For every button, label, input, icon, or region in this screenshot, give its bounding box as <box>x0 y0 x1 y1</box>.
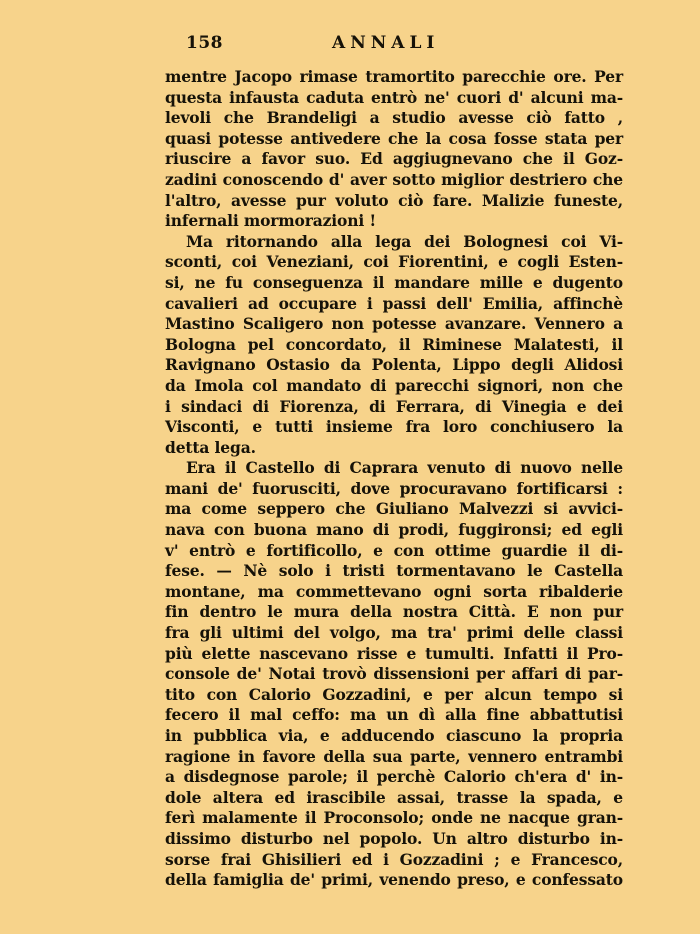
text-line: da Imola col mandato di parecchi signori, non che <box>165 375 623 395</box>
text-line: i sindaci di Fiorenza, di Ferrara, di Vinegia e dei <box>165 396 623 416</box>
text-line: fese. — Nè solo i tristi tormentavano le Castella <box>165 561 623 581</box>
text-line: questa infausta caduta entrò ne' cuori d' alcuni ma- <box>165 87 623 107</box>
text-line: detta lega. <box>165 437 256 457</box>
text-line: a disdegnose parole; il perchè Calorio ch'era d' in- <box>165 767 623 787</box>
text-line: Mastino Scaligero non potesse avanzare. Vennero a <box>165 314 623 334</box>
text-line: ma come seppero che Giuliano Malvezzi si avvici- <box>165 499 623 519</box>
text-line: fecero il mal ceffo: ma un dì alla fine abbattutisi <box>165 705 623 725</box>
page-number: 158 <box>186 33 223 53</box>
text-line: quasi potesse antivedere che la cosa fosse stata per <box>165 128 623 148</box>
text-line: nava con buona mano di prodi, fuggironsi; ed egli <box>165 520 623 540</box>
running-title: ANNALI <box>332 33 440 53</box>
body-text <box>165 67 623 891</box>
text-line: fin dentro le mura della nostra Città. E non pur <box>165 602 623 622</box>
text-line: ferì malamente il Proconsolo; onde ne nacque gran- <box>165 808 623 828</box>
text-line: sorse frai Ghisilieri ed i Gozzadini ; e Francesco, <box>165 849 623 869</box>
page-header <box>186 33 626 57</box>
text-line: mentre Jacopo rimase tramortito parecchie ore. Per <box>165 67 623 86</box>
text-line: dole altera ed irascibile assai, trasse la spada, e <box>165 787 623 807</box>
text-line: levoli che Brandeligi a studio avesse ciò fatto , <box>165 108 623 128</box>
text-line: infernali mormorazioni ! <box>165 211 376 231</box>
text-line: ragione in favore della sua parte, vennero entrambi <box>165 746 623 766</box>
paragraph-start-line: Ma ritornando alla lega dei Bolognesi coi Vi- <box>186 231 623 251</box>
text-line: v' entrò e fortificollo, e con ottime guardie il di- <box>165 540 623 560</box>
text-line: si, ne fu conseguenza il mandare mille e dugento <box>165 272 623 292</box>
text-line: in pubblica via, e adducendo ciascuno la propria <box>165 726 623 745</box>
text-line: Visconti, e tutti insieme fra loro conchiusero la <box>165 417 623 437</box>
text-line: fra gli ultimi del volgo, ma tra' primi delle classi <box>165 623 623 643</box>
text-line: Bologna pel concordato, il Riminese Malatesti, il <box>165 334 623 354</box>
text-line: della famiglia de' primi, venendo preso, e confessato <box>165 870 623 890</box>
text-line: cavalieri ad occupare i passi dell' Emilia, affinchè <box>165 293 623 313</box>
text-line: mani de' fuorusciti, dove procuravano fortificarsi : <box>165 478 623 498</box>
text-line: montane, ma commettevano ogni sorta ribalderie <box>165 581 623 601</box>
text-line: riuscire a favor suo. Ed aggiugnevano che il Goz- <box>165 149 623 169</box>
text-line: dissimo disturbo nel popolo. Un altro disturbo in- <box>165 828 623 848</box>
text-line: tito con Calorio Gozzadini, e per alcun tempo si <box>165 684 623 704</box>
text-line: sconti, coi Veneziani, coi Fiorentini, e cogli Esten- <box>165 252 623 272</box>
text-line: più elette nascevano risse e tumulti. Infatti il Pro- <box>165 643 623 663</box>
text-line: console de' Notai trovò dissensioni per affari di par- <box>165 664 623 684</box>
text-line: zadini conoscendo d' aver sotto miglior destriero che <box>165 169 623 189</box>
text-line: Ravignano Ostasio da Polenta, Lippo degli Alidosi <box>165 355 623 375</box>
paragraph-start-line: Era il Castello di Caprara venuto di nuovo nelle <box>186 458 623 478</box>
text-line: l'altro, avesse pur voluto ciò fare. Malizie funeste, <box>165 190 623 210</box>
